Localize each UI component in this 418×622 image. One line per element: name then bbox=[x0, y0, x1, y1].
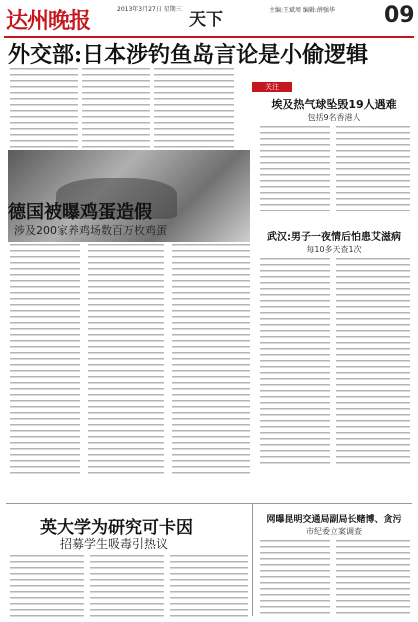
masthead bbox=[4, 2, 414, 38]
main-headline: 外交部:日本涉钓鱼岛言论是小偷逻辑 bbox=[8, 42, 369, 68]
right-headline: 埃及热气球坠毁19人遇难 bbox=[271, 98, 397, 111]
article-body bbox=[10, 68, 78, 163]
article-body bbox=[260, 126, 330, 211]
feature-title: 德国被曝鸡蛋造假 bbox=[8, 202, 152, 223]
bottom-right-headline: 网曝昆明交通局副局长赌博、贪污 bbox=[266, 515, 402, 525]
article-body bbox=[336, 126, 410, 211]
section-band: 关注 bbox=[252, 82, 292, 92]
section-title: 天下 bbox=[189, 10, 223, 30]
bottom-subheadline: 招募学生吸毒引热议 bbox=[60, 537, 169, 551]
newspaper-logo: 达州晚报 bbox=[6, 8, 91, 34]
article-body bbox=[170, 555, 248, 617]
right-headline-2: 武汉:男子一夜情后怕患艾滋病 bbox=[267, 232, 401, 243]
feature-subtitle: 涉及200家养鸡场数百万枚鸡蛋 bbox=[14, 224, 167, 237]
article-body bbox=[336, 540, 410, 616]
article-body bbox=[154, 68, 234, 163]
right-subheadline-2: 每10多天查1次 bbox=[306, 245, 362, 254]
page-number: 09 bbox=[384, 3, 415, 28]
issue-date: 2013年3月27日 星期三 bbox=[117, 6, 182, 13]
article-body bbox=[82, 68, 150, 163]
article-body bbox=[10, 555, 84, 617]
article-body bbox=[336, 258, 410, 468]
article-body bbox=[172, 244, 250, 474]
article-body bbox=[88, 244, 164, 474]
article-body bbox=[260, 540, 330, 616]
article-body bbox=[10, 244, 80, 474]
article-body bbox=[260, 258, 330, 468]
right-subheadline: 包括9名香港人 bbox=[307, 113, 361, 122]
bottom-headline: 英大学为研究可卡因 bbox=[40, 518, 193, 538]
divider bbox=[6, 503, 412, 504]
editor-credit: 主编:王斌周 编辑:薛强华 bbox=[269, 7, 335, 14]
article-body bbox=[90, 555, 164, 617]
divider bbox=[252, 504, 253, 616]
bottom-right-subheadline: 市纪委立案调查 bbox=[306, 527, 362, 536]
